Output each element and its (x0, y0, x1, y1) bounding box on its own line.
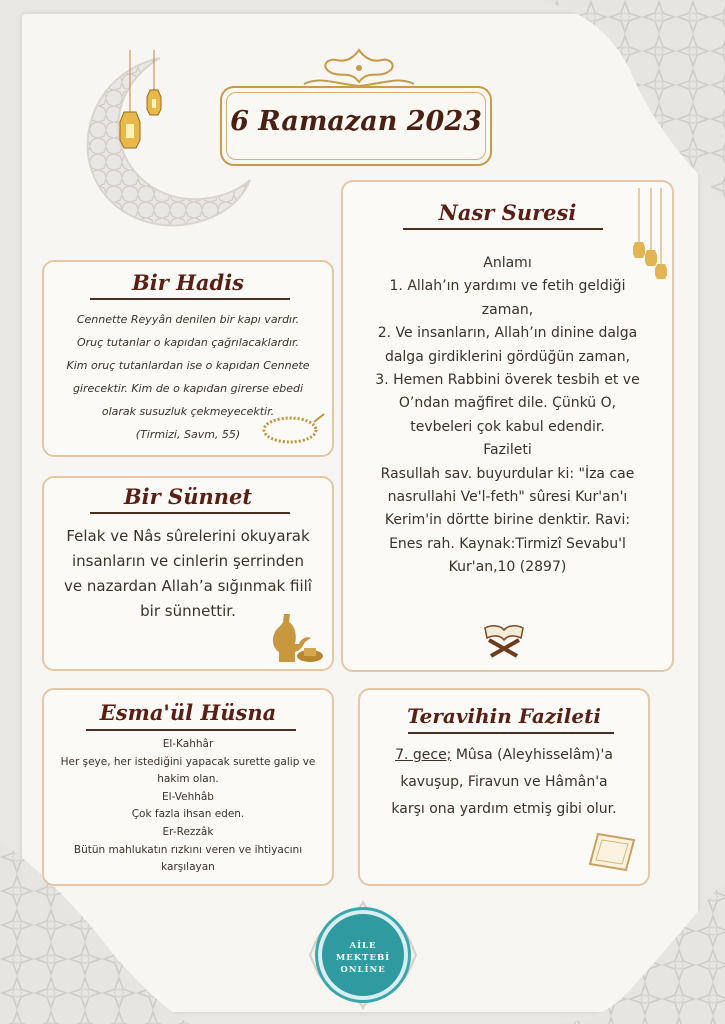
nasr-line: zaman, (481, 301, 534, 318)
teravih-line-rest: Mûsa (Aleyhisselâm)'a (451, 747, 613, 763)
sunnet-card (42, 476, 334, 671)
hadis-line: Kim oruç tutanlardan ise o kapıdan Cennete (66, 359, 310, 372)
teravih-night: 7. gece; (395, 747, 452, 763)
nasr-line: Fazileti (483, 442, 532, 459)
nasr-title-rule (403, 228, 603, 230)
bottom-right-pattern (560, 880, 725, 1024)
teravih-line (360, 742, 648, 769)
hadis-line: Oruç tutanlar o kapıdan çağrılacaklardır. (76, 336, 300, 349)
page-title: 6 Ramazan 2023 (230, 106, 482, 137)
hadis-line: girecektir. Kim de o kapıdan girerse ebedi (72, 382, 304, 395)
prayer-beads-icon (260, 410, 326, 448)
nasr-line: Kerim'in dörtte birine denktir. Ravi: (384, 512, 631, 529)
title-ornament (300, 46, 418, 90)
sunnet-text (44, 524, 332, 624)
esma-title: Esma'ül Hüsna (99, 700, 277, 725)
nasr-title: Nasr Suresi (438, 200, 577, 225)
nasr-line: 2. Ve insanların, Allah’ın dinine dalga (377, 325, 638, 342)
hadis-title: Bir Hadis (131, 270, 245, 295)
esma-meaning: Bütün mahlukatın rızkını veren ve ihtiyacını (73, 843, 303, 856)
sunnet-title: Bir Sünnet (123, 484, 253, 509)
sunnet-line: bir sünnettir. (140, 602, 236, 620)
top-right-pattern (540, 0, 725, 200)
quran-stand-icon (481, 618, 527, 658)
esma-card (42, 688, 334, 886)
hadis-line: Cennette Reyyân denilen bir kapı vardır. (76, 313, 300, 326)
teravih-card (358, 688, 650, 886)
nasr-line: Kur'an,10 (2897) (448, 559, 567, 576)
esma-name: El-Vehhâb (162, 790, 214, 803)
nasr-line: O’ndan mağfiret dile. Çünkü O, (398, 395, 617, 412)
nasr-line: tevbeleri çok kabul edendir. (410, 418, 605, 435)
teravih-title: Teravihin Fazileti (407, 704, 601, 728)
nasr-line: 1. Allah’ın yardımı ve fetih geldiği (389, 278, 626, 295)
teravih-line: kavuşup, Firavun ve Hâmân'a (400, 774, 608, 790)
nasr-line: nasrullahi Ve'l-feth" sûresi Kur'an'ı (387, 489, 628, 506)
esma-name: El-Kahhâr (162, 738, 214, 750)
sunnet-line: insanların ve cinlerin şerrinden (71, 552, 304, 570)
esma-meaning: hakim olan. (157, 773, 219, 786)
nasr-line: Enes rah. Kaynak:Tirmizî Sevabu'l (389, 535, 626, 552)
hadis-title-rule (90, 298, 290, 300)
hadis-line: olarak susuzluk çekmeyecektir. (101, 405, 275, 418)
esma-title-rule (86, 729, 296, 731)
esma-meaning: Çok fazla ihsan eden. (131, 808, 245, 821)
nasr-line: Rasullah sav. buyurdular ki: "İza cae (380, 465, 635, 482)
esma-meaning: Her şeye, her istediğini yapacak surette galip ve (60, 755, 316, 768)
brand-logo: AİLE MEKTEBİ ONLİNE (318, 910, 408, 1000)
nasr-line: 3. Hemen Rabbini överek tesbih et ve (375, 372, 640, 389)
esma-text (44, 736, 332, 877)
teravih-title-rule (408, 732, 614, 734)
nasr-text (343, 252, 672, 580)
nasr-line: Anlamı (483, 255, 532, 271)
nasr-line: dalga girdiklerini gördüğün zaman, (384, 348, 631, 365)
sunnet-line: Felak ve Nâs sûrelerini okuyarak (66, 527, 310, 545)
teravih-text (360, 742, 648, 823)
prayer-rug-icon (586, 830, 638, 874)
sunnet-title-rule (90, 512, 290, 514)
ewer-icon (266, 612, 324, 664)
title-frame (220, 86, 492, 166)
nasr-card (341, 180, 674, 672)
sunnet-line: ve nazardan Allah’a sığınmak fiilî (64, 577, 312, 595)
esma-name: Er-Rezzâk (162, 825, 214, 838)
teravih-line: karşı ona yardım etmiş gibi olur. (391, 801, 617, 817)
hadis-source: (Tirmizi, Savm, 55) (135, 428, 241, 441)
hadis-card (42, 260, 334, 457)
esma-meaning: karşılayan (161, 861, 215, 874)
